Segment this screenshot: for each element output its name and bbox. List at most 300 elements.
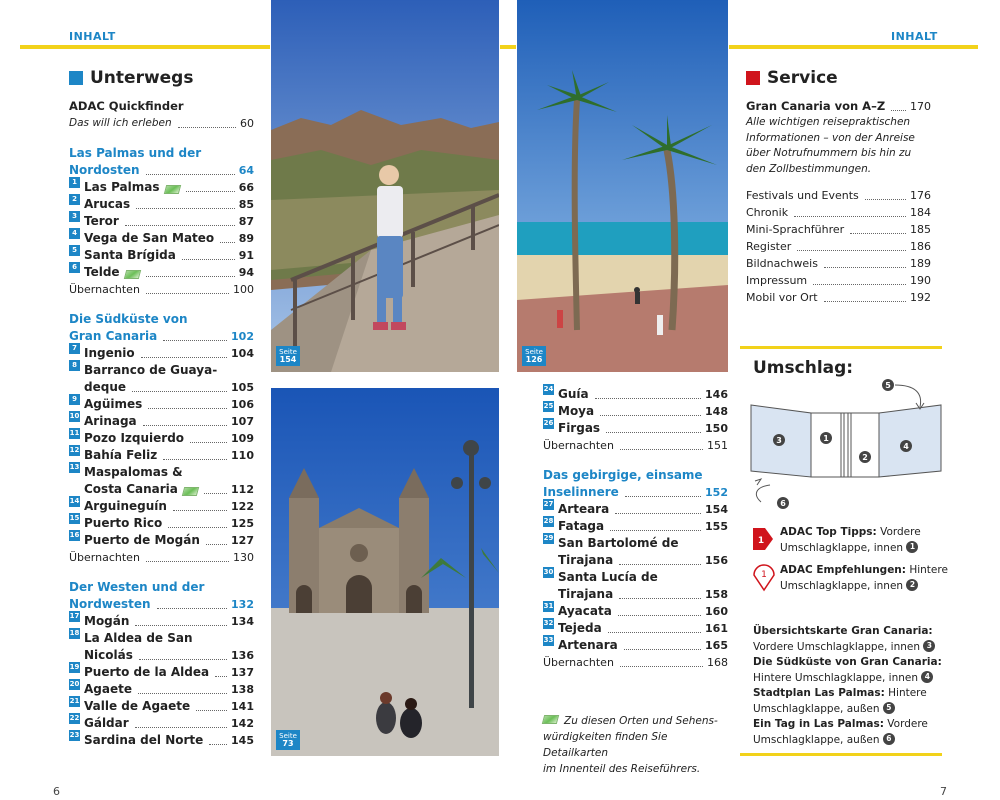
place-number-badge: 21: [69, 697, 80, 705]
place-entry[interactable]: [543, 501, 728, 518]
leader-dots: [146, 276, 235, 277]
place-entry[interactable]: [69, 247, 254, 264]
place-entry[interactable]: [69, 630, 254, 664]
cover-map-location: Umschlagklappe, außen: [753, 702, 880, 715]
photo-cathedral: [271, 388, 499, 756]
toc-label: Bildnachweis: [746, 257, 818, 270]
circle-number: 3: [923, 640, 935, 652]
region-title-row[interactable]: [69, 596, 254, 613]
page-number: 136: [231, 649, 254, 662]
place-entry[interactable]: [69, 613, 254, 630]
page-number: 85: [238, 198, 254, 211]
place-row[interactable]: [84, 413, 254, 430]
toc-label: Arinaga: [84, 414, 137, 428]
place-number-badge: 17: [69, 612, 80, 620]
leader-dots: [824, 267, 906, 268]
toc-label: Mogán: [84, 614, 130, 628]
page-number-left: 6: [53, 785, 60, 798]
place-line: Santa Lucía de: [558, 570, 658, 584]
spacer: [543, 454, 728, 467]
seite-badge: [276, 730, 300, 750]
place-text: [84, 613, 254, 630]
service-item-row[interactable]: [746, 289, 931, 306]
service-heading: [746, 68, 931, 88]
seite-badge: [522, 346, 546, 366]
toc-label: Las Palmas: [84, 180, 160, 194]
page-number: 122: [231, 500, 254, 513]
toc-label: Puerto de Mogán: [84, 533, 200, 547]
place-number-badge: 31: [543, 602, 554, 610]
leader-dots: [146, 293, 229, 294]
place-row[interactable]: [84, 230, 254, 247]
place-row[interactable]: [558, 603, 728, 620]
svg-text:1: 1: [757, 536, 765, 546]
toc-label: Impressum: [746, 274, 808, 287]
place-row[interactable]: [84, 213, 254, 230]
place-row[interactable]: [84, 430, 254, 447]
page-number: 106: [231, 398, 254, 411]
place-row[interactable]: [558, 620, 728, 637]
place-text: [84, 630, 254, 664]
overnight-row[interactable]: [543, 654, 728, 671]
leader-dots: [624, 649, 701, 650]
toc-label: Agüimes: [84, 397, 143, 411]
place-row[interactable]: [558, 501, 728, 518]
leader-dots: [215, 676, 227, 677]
region-heading[interactable]: [69, 145, 254, 179]
az-title: Gran Canaria von A–Z: [746, 99, 886, 113]
place-entry[interactable]: [69, 396, 254, 413]
page-number: 91: [238, 249, 254, 262]
circle-number: 1: [906, 541, 918, 553]
toc-label: Festivals und Events: [746, 189, 859, 202]
place-row[interactable]: [84, 532, 254, 549]
page-number: 102: [231, 330, 254, 343]
place-text: [84, 413, 254, 430]
leader-dots: [619, 564, 701, 565]
place-entry[interactable]: [69, 264, 254, 281]
place-entry[interactable]: [69, 498, 254, 515]
cathedral-illustration: [271, 388, 499, 756]
top-tipps-line2: Umschlagklappe, innen: [780, 542, 904, 554]
place-entry[interactable]: [69, 213, 254, 230]
toc-label: Tejeda: [558, 621, 602, 635]
place-number-badge: 8: [69, 360, 80, 371]
diagram-number-3: [773, 434, 785, 446]
leader-dots: [157, 608, 227, 609]
note-line-2: würdigkeiten finden Sie Detailkarten: [543, 731, 668, 759]
toc-label: Teror: [84, 214, 119, 228]
place-row[interactable]: [558, 420, 728, 437]
toc-label: Mini-Sprachführer: [746, 223, 845, 236]
place-row[interactable]: [558, 637, 728, 654]
service-item-row[interactable]: [746, 255, 931, 272]
place-entry[interactable]: [69, 532, 254, 549]
leader-dots: [824, 301, 906, 302]
leader-dots: [615, 513, 701, 514]
empfehlung-marker-icon: [753, 562, 775, 592]
place-last-line[interactable]: [84, 481, 254, 498]
place-entry[interactable]: [543, 420, 728, 437]
place-number-badge: 13: [69, 463, 80, 471]
leader-dots: [600, 415, 701, 416]
place-number-badge: 25: [543, 402, 554, 410]
circle-number: 4: [921, 671, 933, 683]
place-text: [84, 396, 254, 413]
leader-dots: [891, 110, 906, 111]
toc-label: Arguineguín: [84, 499, 167, 513]
cover-map-rest: Vordere: [883, 718, 928, 730]
place-text: [558, 518, 728, 535]
leader-dots: [625, 496, 701, 497]
empfehlungen-row: [753, 562, 948, 594]
place-number-badge: 23: [69, 731, 80, 739]
toc-label: Tirajana: [558, 587, 614, 601]
place-text: [84, 515, 254, 532]
place-row[interactable]: [84, 264, 254, 281]
leader-dots: [610, 530, 701, 531]
place-line: Barranco de Guaya-: [84, 363, 218, 377]
region-title-line: Der Westen und der: [69, 580, 205, 594]
toc-label: Santa Brígida: [84, 248, 176, 262]
page-number: 66: [238, 181, 254, 194]
cover-map-entry: [753, 655, 948, 686]
place-number-badge: 4: [69, 228, 80, 239]
place-entry[interactable]: [543, 518, 728, 535]
svg-text:3: 3: [776, 436, 782, 445]
toc-label: Sardina del Norte: [84, 733, 204, 747]
red-square-icon: [746, 71, 760, 85]
place-entry[interactable]: [69, 698, 254, 715]
page-number: 150: [705, 422, 728, 435]
cover-map-title: Ein Tag in Las Palmas:: [753, 718, 884, 730]
svg-text:1: 1: [823, 434, 829, 443]
place-last-line[interactable]: [558, 552, 728, 569]
place-number-badge: 1: [69, 177, 80, 188]
page-number: 125: [231, 517, 254, 530]
quickfinder-title: ADAC Quickfinder: [69, 99, 184, 113]
map-note: [543, 713, 723, 777]
toc-label: Moya: [558, 404, 595, 418]
place-row[interactable]: [84, 345, 254, 362]
photo-hiker: [271, 0, 499, 372]
place-row[interactable]: [84, 715, 254, 732]
az-desc-line: Alle wichtigen reisepraktischen: [746, 116, 911, 128]
empfehlungen-rest: Hintere: [906, 564, 948, 576]
toc-label: Valle de Agaete: [84, 699, 191, 713]
toc-label: Costa Canaria: [84, 482, 178, 496]
place-entry[interactable]: [543, 386, 728, 403]
leader-dots: [813, 284, 906, 285]
toc-label: Bahía Feliz: [84, 448, 158, 462]
place-text: [84, 447, 254, 464]
toc-label: Übernachten: [69, 283, 140, 296]
service-item-row[interactable]: [746, 187, 931, 204]
toc-label: Arteara: [558, 502, 610, 516]
umschlag-tipps: [753, 524, 948, 594]
leader-dots: [618, 615, 701, 616]
svg-text:4: 4: [903, 442, 909, 451]
toc-label: Puerto Rico: [84, 516, 163, 530]
leader-dots: [163, 340, 227, 341]
place-text: [84, 532, 254, 549]
page-number: 152: [705, 486, 728, 499]
leader-dots: [204, 493, 227, 494]
toc-label: Vega de San Mateo: [84, 231, 215, 245]
spacer: [69, 132, 254, 145]
service-item-row[interactable]: [746, 204, 931, 221]
blue-square-icon: [69, 71, 83, 85]
region-title-line: Die Südküste von: [69, 312, 188, 326]
top-tipp-arrow-icon: [753, 524, 775, 554]
seite-label: Seite: [279, 348, 297, 356]
header-bar-left: [20, 45, 270, 49]
unterwegs-heading: [69, 68, 254, 88]
leader-dots: [125, 225, 235, 226]
place-last-line[interactable]: [84, 379, 254, 396]
place-number-badge: 27: [543, 500, 554, 508]
place-entry[interactable]: [543, 620, 728, 637]
leader-dots: [173, 510, 227, 511]
toc-label: Übernachten: [69, 551, 140, 564]
place-entry[interactable]: [543, 535, 728, 569]
place-entry[interactable]: [69, 230, 254, 247]
toc-label: Gran Canaria: [69, 329, 158, 343]
place-entry[interactable]: [543, 603, 728, 620]
place-number-badge: 10: [69, 412, 80, 420]
place-text: [558, 501, 728, 518]
page-number: 184: [910, 206, 931, 219]
leader-dots: [209, 744, 227, 745]
top-tipps-bold: ADAC Top Tipps:: [780, 526, 877, 538]
page-number: 192: [910, 291, 931, 304]
page-number: 156: [705, 554, 728, 567]
place-number-badge: 32: [543, 619, 554, 627]
place-number-badge: 20: [69, 680, 80, 688]
toc-label: Firgas: [558, 421, 601, 435]
note-line-3: im Innenteil des Reiseführers.: [543, 763, 701, 775]
az-desc-line: Informationen – von der Anreise: [746, 131, 915, 144]
leader-dots: [135, 727, 227, 728]
place-number-badge: 33: [543, 636, 554, 644]
place-line: San Bartolomé de: [558, 536, 679, 550]
leader-dots: [196, 710, 227, 711]
page-number: 110: [231, 449, 254, 462]
place-number-badge: 28: [543, 517, 554, 525]
top-tipps-rest: Vordere: [876, 526, 921, 538]
unterwegs-column: [69, 68, 254, 749]
service-item-row[interactable]: [746, 221, 931, 238]
place-row[interactable]: [84, 613, 254, 630]
diagram-number-2: [859, 451, 871, 463]
leader-dots: [797, 250, 906, 251]
leader-dots: [186, 191, 235, 192]
place-number-badge: 7: [69, 343, 80, 354]
place-line: Maspalomas &: [84, 465, 183, 479]
toc-label: Tirajana: [558, 553, 614, 567]
place-entry[interactable]: [69, 447, 254, 464]
place-text: [558, 420, 728, 437]
place-number-badge: 26: [543, 419, 554, 427]
leader-dots: [178, 127, 236, 128]
place-row[interactable]: [84, 196, 254, 213]
place-number-badge: 16: [69, 531, 80, 539]
place-number-badge: 12: [69, 446, 80, 454]
place-row[interactable]: [84, 179, 254, 196]
place-number-badge: 14: [69, 497, 80, 505]
quickfinder-sub: Das will ich erleben: [69, 117, 172, 129]
region-title-row[interactable]: [543, 484, 728, 501]
seite-badge: [276, 346, 300, 366]
place-text: [84, 664, 254, 681]
place-row[interactable]: [84, 681, 254, 698]
leader-dots: [146, 174, 235, 175]
umschlag-maps: [753, 624, 948, 748]
region-title-row[interactable]: [69, 162, 254, 179]
place-number-badge: 24: [543, 385, 554, 393]
page-number: 160: [705, 605, 728, 618]
place-row[interactable]: [84, 447, 254, 464]
place-number-badge: 15: [69, 514, 80, 522]
empfehlungen-line2: Umschlagklappe, innen: [780, 580, 904, 592]
middle-column: [543, 386, 728, 671]
place-entry[interactable]: [69, 464, 254, 498]
overnight-row[interactable]: [69, 281, 254, 298]
place-last-line[interactable]: [558, 586, 728, 603]
cover-map-entry: [753, 624, 948, 655]
place-entry[interactable]: [69, 413, 254, 430]
leader-dots: [163, 459, 227, 460]
place-number-badge: 11: [69, 429, 80, 437]
leader-dots: [220, 242, 235, 243]
leader-dots: [135, 625, 227, 626]
detail-map-icon: [542, 715, 559, 724]
place-entry[interactable]: [543, 403, 728, 420]
leader-dots: [182, 259, 235, 260]
toc-label: Ingenio: [84, 346, 135, 360]
place-text: [84, 430, 254, 447]
umschlag-title: Umschlag:: [753, 358, 854, 378]
place-entry[interactable]: [69, 732, 254, 749]
service-item-row[interactable]: [746, 272, 931, 289]
az-desc-line: den Zollbestimmungen.: [746, 162, 872, 175]
place-entry[interactable]: [69, 179, 254, 196]
page-number: 176: [910, 189, 931, 202]
hiker-illustration: [271, 0, 499, 372]
place-row[interactable]: [84, 732, 254, 749]
leader-dots: [620, 666, 703, 667]
place-text: [84, 698, 254, 715]
place-entry[interactable]: [69, 345, 254, 362]
cover-diagram: [745, 375, 950, 515]
page-number: 107: [231, 415, 254, 428]
page-number: 151: [707, 439, 728, 452]
leader-dots: [850, 233, 906, 234]
place-entry[interactable]: [69, 664, 254, 681]
detail-map-icon: [182, 487, 199, 496]
overnight-row[interactable]: [69, 549, 254, 566]
place-row[interactable]: [84, 498, 254, 515]
place-row[interactable]: [558, 386, 728, 403]
place-entry[interactable]: [69, 430, 254, 447]
region-title-row[interactable]: [69, 328, 254, 345]
toc-label: Nordwesten: [69, 597, 151, 611]
service-item-row[interactable]: [746, 238, 931, 255]
place-text: [84, 345, 254, 362]
place-row[interactable]: [84, 698, 254, 715]
place-row[interactable]: [84, 247, 254, 264]
place-row[interactable]: [84, 396, 254, 413]
place-row[interactable]: [84, 664, 254, 681]
leader-dots: [146, 561, 229, 562]
place-entry[interactable]: [69, 715, 254, 732]
place-text: [84, 362, 254, 396]
leader-dots: [143, 425, 227, 426]
photo-beach: [517, 0, 728, 372]
place-line: La Aldea de San: [84, 631, 193, 645]
place-entry[interactable]: [69, 515, 254, 532]
overnight-row[interactable]: [543, 437, 728, 454]
place-row[interactable]: [84, 515, 254, 532]
toc-label: Inselinnere: [543, 485, 619, 499]
place-text: [84, 681, 254, 698]
cover-map-title: Stadtplan Las Palmas:: [753, 687, 885, 699]
page-number: 168: [707, 656, 728, 669]
place-entry[interactable]: [69, 196, 254, 213]
leader-dots: [206, 544, 227, 545]
umschlag-bottom-bar: [740, 753, 942, 756]
quickfinder-row[interactable]: [69, 115, 254, 132]
place-entry[interactable]: [543, 637, 728, 654]
place-last-line[interactable]: [84, 647, 254, 664]
page-number: 148: [705, 405, 728, 418]
toc-label: deque: [84, 380, 126, 394]
page-number: 141: [231, 700, 254, 713]
svg-text:5: 5: [885, 381, 891, 390]
cover-map-title: Die Südküste von Gran Canaria:: [753, 656, 942, 668]
toc-label: Nordosten: [69, 163, 140, 177]
region-heading[interactable]: [69, 311, 254, 345]
place-entry[interactable]: [69, 362, 254, 396]
place-row[interactable]: [558, 403, 728, 420]
place-entry[interactable]: [69, 681, 254, 698]
place-text: [84, 715, 254, 732]
cover-map-entry: [753, 686, 948, 717]
place-entry[interactable]: [543, 569, 728, 603]
az-desc-line: über Notrufnummern bis hin zu: [746, 147, 912, 159]
page-number: 145: [231, 734, 254, 747]
place-text: [84, 179, 254, 196]
page-number: 94: [238, 266, 254, 279]
seite-page: 73: [282, 739, 294, 748]
region-heading[interactable]: [543, 467, 728, 501]
place-text: [558, 386, 728, 403]
place-text: [558, 569, 728, 603]
page-number: 189: [910, 257, 931, 270]
az-row[interactable]: [746, 98, 931, 115]
header-bar-right: [729, 45, 978, 49]
place-text: [84, 464, 254, 498]
place-row[interactable]: [558, 518, 728, 535]
svg-text:2: 2: [862, 453, 868, 462]
page-number: 64: [238, 164, 254, 177]
toc-label: Gáldar: [84, 716, 129, 730]
toc-label: Pozo Izquierdo: [84, 431, 185, 445]
page-number: 105: [231, 381, 254, 394]
toc-label: Nicolás: [84, 648, 133, 662]
place-text: [558, 603, 728, 620]
region-heading[interactable]: [69, 579, 254, 613]
